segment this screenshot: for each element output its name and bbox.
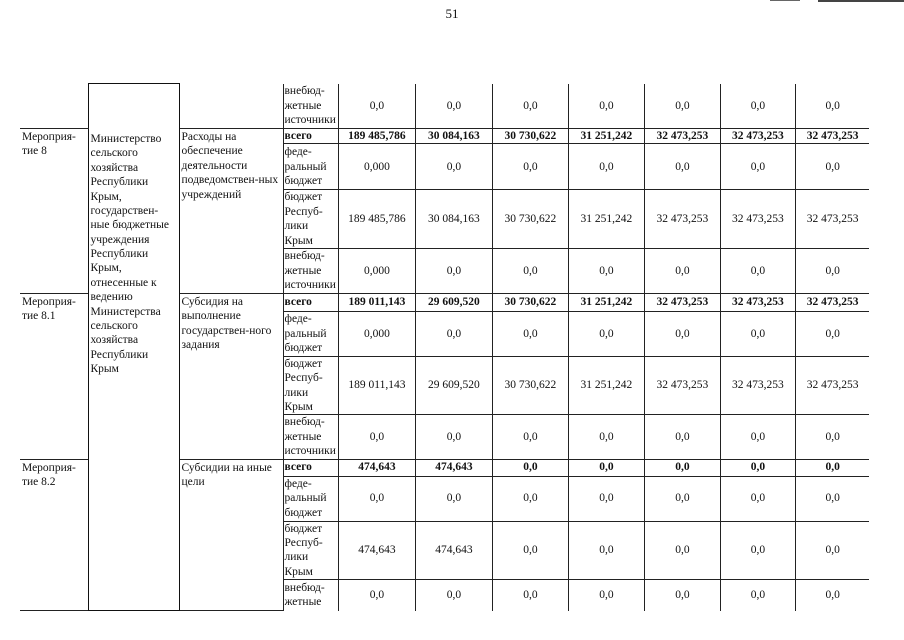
year-amount-cell: 31 251,242 [568, 190, 644, 249]
activity-name-cell: Расходы на обеспечение деятельности подведомствен-ных учреждений [179, 129, 283, 294]
event-cell: Мероприя-тие 8.2 [20, 459, 88, 611]
year-amount-cell: 0,0 [492, 459, 568, 476]
year-amount-cell: 31 251,242 [568, 293, 644, 311]
year-amount-cell: 0,0 [568, 415, 644, 459]
year-amount-cell: 474,643 [415, 459, 492, 476]
executor-cell [88, 84, 179, 611]
total-amount-cell: 189 011,143 [338, 293, 415, 311]
year-amount-cell: 0,0 [644, 144, 720, 190]
year-amount-cell: 474,643 [415, 521, 492, 580]
year-amount-cell: 0,0 [795, 144, 869, 190]
funding-source-cell: бюджет Респуб-лики Крым [283, 190, 338, 249]
year-amount-cell: 0,0 [795, 248, 869, 293]
event-cell [20, 84, 88, 129]
year-amount-cell: 0,0 [644, 248, 720, 293]
year-amount-cell: 0,0 [415, 415, 492, 459]
funding-source-cell: всего [283, 293, 338, 311]
year-amount-cell: 0,0 [415, 476, 492, 521]
year-amount-cell: 0,0 [415, 248, 492, 293]
year-amount-cell: 32 473,253 [795, 293, 869, 311]
total-amount-cell: 0,0 [338, 84, 415, 129]
year-amount-cell: 0,0 [720, 415, 795, 459]
year-amount-cell: 0,0 [568, 459, 644, 476]
year-amount-cell: 0,0 [644, 476, 720, 521]
total-amount-cell: 0,000 [338, 248, 415, 293]
year-amount-cell: 0,0 [644, 580, 720, 611]
year-amount-cell: 32 473,253 [795, 190, 869, 249]
funding-source-cell: всего [283, 459, 338, 476]
year-amount-cell: 0,0 [492, 144, 568, 190]
year-amount-cell: 0,0 [415, 84, 492, 129]
funding-source-cell: внебюд-жетные источники [283, 415, 338, 459]
year-amount-cell: 0,0 [644, 459, 720, 476]
year-amount-cell: 0,0 [720, 84, 795, 129]
total-amount-cell: 189 485,786 [338, 190, 415, 249]
year-amount-cell: 0,0 [568, 580, 644, 611]
year-amount-cell: 32 473,253 [720, 356, 795, 415]
funding-source-cell: феде-ральный бюджет [283, 311, 338, 356]
year-amount-cell: 0,0 [568, 84, 644, 129]
year-amount-cell: 29 609,520 [415, 356, 492, 415]
year-amount-cell: 32 473,253 [795, 356, 869, 415]
funding-source-cell: бюджет Респуб-лики Крым [283, 356, 338, 415]
year-amount-cell: 0,0 [492, 248, 568, 293]
year-amount-cell: 0,0 [644, 415, 720, 459]
year-amount-cell: 0,0 [568, 311, 644, 356]
year-amount-cell: 32 473,253 [720, 293, 795, 311]
budget-table [20, 83, 869, 611]
year-amount-cell: 32 473,253 [644, 129, 720, 144]
executor-text: Министерство сельского хозяйства Республики Крым, государствен-ные бюджетные учреждения Республики Крым, отнесенные к ведению Министерства сельского хозяйства Республики Крым [90, 133, 169, 375]
year-amount-cell: 0,0 [720, 521, 795, 580]
year-amount-cell: 0,0 [720, 311, 795, 356]
year-amount-cell: 29 609,520 [415, 293, 492, 311]
funding-source-cell: внебюд-жетные [283, 580, 338, 611]
year-amount-cell: 30 730,622 [492, 356, 568, 415]
year-amount-cell: 0,0 [492, 84, 568, 129]
year-amount-cell: 0,0 [720, 248, 795, 293]
year-amount-cell: 32 473,253 [644, 356, 720, 415]
year-amount-cell: 32 473,253 [644, 190, 720, 249]
year-amount-cell: 30 084,163 [415, 129, 492, 144]
year-amount-cell: 0,0 [720, 144, 795, 190]
funding-source-cell: феде-ральный бюджет [283, 476, 338, 521]
year-amount-cell: 0,0 [568, 476, 644, 521]
year-amount-cell: 0,0 [568, 248, 644, 293]
activity-name-cell [179, 84, 283, 129]
year-amount-cell: 30 730,622 [492, 293, 568, 311]
year-amount-cell: 0,0 [415, 144, 492, 190]
year-amount-cell: 0,0 [568, 144, 644, 190]
year-amount-cell: 0,0 [644, 521, 720, 580]
year-amount-cell: 0,0 [492, 476, 568, 521]
year-amount-cell: 32 473,253 [795, 129, 869, 144]
year-amount-cell: 0,0 [795, 84, 869, 129]
total-amount-cell: 189 485,786 [338, 129, 415, 144]
funding-source-cell: феде-ральный бюджет [283, 144, 338, 190]
total-amount-cell: 0,000 [338, 311, 415, 356]
activity-name-cell: Субсидии на иные цели [179, 459, 283, 611]
total-amount-cell: 0,0 [338, 415, 415, 459]
funding-source-cell: всего [283, 129, 338, 144]
funding-source-cell: внебюд-жетные источники [283, 84, 338, 129]
year-amount-cell: 0,0 [644, 84, 720, 129]
funding-source-cell: бюджет Респуб-лики Крым [283, 521, 338, 580]
year-amount-cell: 0,0 [795, 459, 869, 476]
year-amount-cell: 0,0 [795, 476, 869, 521]
year-amount-cell: 0,0 [795, 580, 869, 611]
year-amount-cell: 0,0 [795, 311, 869, 356]
funding-source-cell: внебюд-жетные источники [283, 248, 338, 293]
year-amount-cell: 32 473,253 [720, 129, 795, 144]
header-mark-short [770, 0, 800, 1]
activity-name-cell: Субсидия на выполнение государствен-ного задания [179, 293, 283, 459]
year-amount-cell: 0,0 [644, 311, 720, 356]
event-cell: Мероприя-тие 8.1 [20, 293, 88, 459]
total-amount-cell: 0,000 [338, 144, 415, 190]
year-amount-cell: 32 473,253 [720, 190, 795, 249]
total-amount-cell: 0,0 [338, 580, 415, 611]
year-amount-cell: 0,0 [415, 311, 492, 356]
total-amount-cell: 0,0 [338, 476, 415, 521]
year-amount-cell: 0,0 [720, 580, 795, 611]
total-amount-cell: 189 011,143 [338, 356, 415, 415]
header-mark-long [818, 0, 904, 2]
page-number: 51 [445, 6, 459, 21]
total-amount-cell: 474,643 [338, 521, 415, 580]
year-amount-cell: 31 251,242 [568, 129, 644, 144]
year-amount-cell: 0,0 [795, 415, 869, 459]
year-amount-cell: 0,0 [568, 521, 644, 580]
event-cell: Мероприя-тие 8 [20, 129, 88, 294]
year-amount-cell: 0,0 [795, 521, 869, 580]
year-amount-cell: 31 251,242 [568, 356, 644, 415]
year-amount-cell: 0,0 [720, 459, 795, 476]
total-amount-cell: 474,643 [338, 459, 415, 476]
year-amount-cell: 0,0 [492, 521, 568, 580]
table-row [20, 84, 869, 129]
year-amount-cell: 0,0 [720, 476, 795, 521]
year-amount-cell: 30 730,622 [492, 190, 568, 249]
year-amount-cell: 0,0 [492, 580, 568, 611]
year-amount-cell: 30 730,622 [492, 129, 568, 144]
year-amount-cell: 0,0 [415, 580, 492, 611]
year-amount-cell: 0,0 [492, 311, 568, 356]
year-amount-cell: 30 084,163 [415, 190, 492, 249]
year-amount-cell: 0,0 [492, 415, 568, 459]
year-amount-cell: 32 473,253 [644, 293, 720, 311]
